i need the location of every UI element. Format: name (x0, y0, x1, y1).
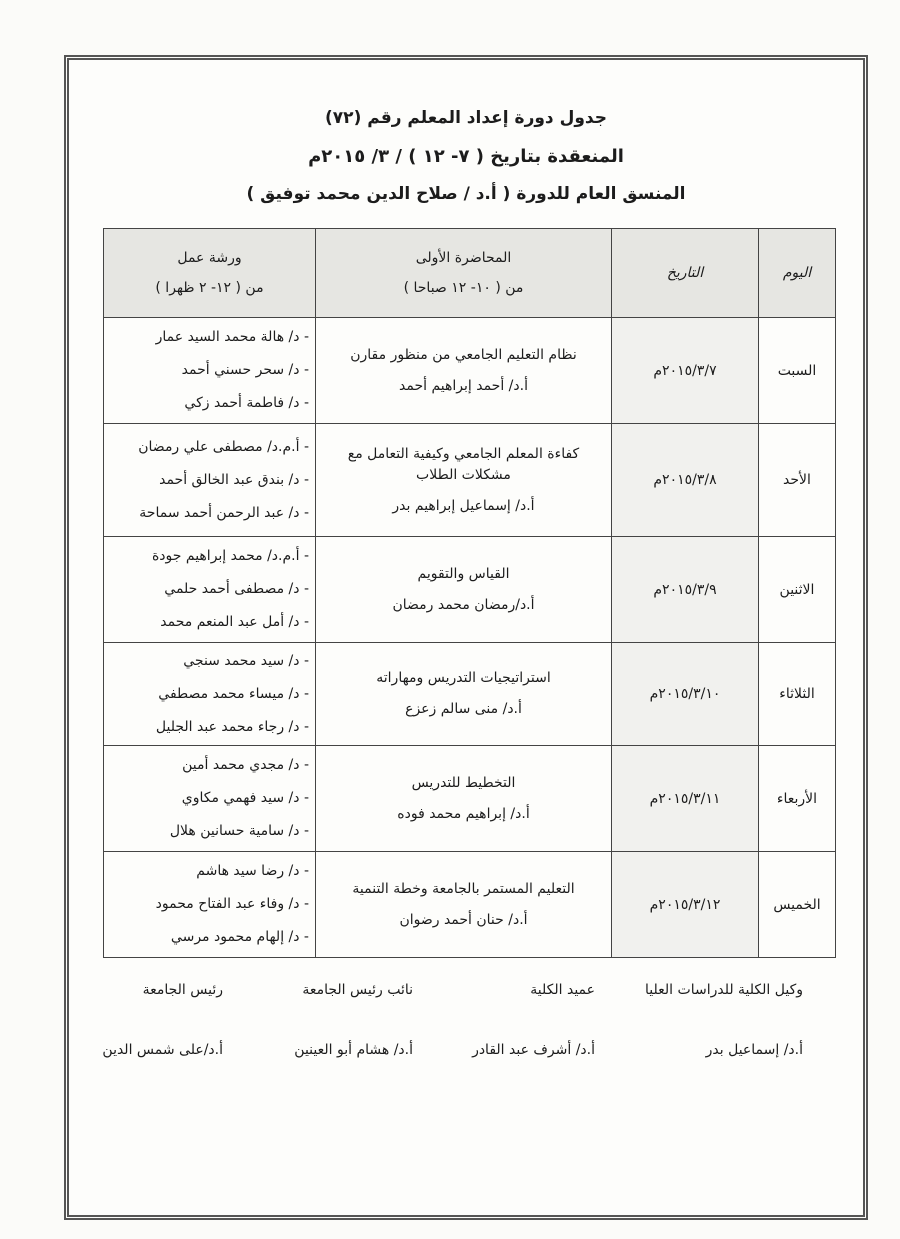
lecture-topic: القياس والتقويم (417, 565, 510, 582)
workshop-presenter: - د/ بندق عبد الخالق أحمد (159, 471, 309, 488)
signature-title: وكيل الكلية للدراسات العليا (645, 982, 803, 998)
table-row (104, 852, 836, 958)
schedule-table (103, 228, 836, 958)
lecture-topic: التخطيط للتدريس (411, 774, 516, 791)
row-day: الأحد (759, 424, 836, 537)
table-row (104, 643, 836, 746)
lecture-topic: كفاءة المعلم الجامعي وكيفية التعامل مع مشكلات الطلاب (347, 445, 580, 483)
lecturer-name: أ.د/ إبراهيم محمد فوده (397, 805, 530, 822)
column-header-date: التاريخ (612, 229, 759, 318)
row-day: الثلاثاء (759, 643, 836, 746)
workshop-presenter: - د/ إلهام محمود مرسي (170, 929, 309, 945)
workshop-presenter: - أ.م.د/ محمد إبراهيم جودة (151, 548, 309, 564)
workshop-presenter: - د/ سحر حسني أحمد (181, 362, 309, 378)
workshop-presenter: - د/ مجدي محمد أمين (182, 757, 309, 773)
workshop-header-time: من ( ١٢- ٢ ظهرا ) (155, 280, 264, 296)
lecture-topic: نظام التعليم الجامعي من منظور مقارن (350, 346, 577, 363)
row-day: الأربعاء (759, 746, 836, 852)
column-header-workshop (104, 229, 316, 318)
workshop-presenter: - د/ مصطفى أحمد حلمي (164, 581, 309, 597)
workshop-presenter: - د/ سيد فهمي مكاوي (181, 790, 309, 806)
workshop-presenter: - د/ هالة محمد السيد عمار (155, 329, 309, 345)
signature-title: نائب رئيس الجامعة (302, 982, 413, 998)
row-lecture (316, 746, 612, 852)
column-header-day: اليوم (759, 229, 836, 318)
row-lecture (316, 424, 612, 537)
column-header-lecture (316, 229, 612, 318)
row-lecture (316, 852, 612, 958)
workshop-presenter: - د/ وفاء عبد الفتاح محمود (155, 896, 309, 912)
signature-title: رئيس الجامعة (142, 982, 223, 998)
workshop-presenter: - د/ سيد محمد سنجي (183, 652, 309, 669)
row-workshop (104, 424, 316, 537)
workshop-presenter: - د/ ميساء محمد مصطفي (158, 685, 309, 702)
row-workshop (104, 852, 316, 958)
row-date: ٢٠١٥/٣/٩م (612, 537, 759, 643)
row-date: ٢٠١٥/٣/١٠م (612, 643, 759, 746)
schedule-title: جدول دورة إعداد المعلم رقم (٧٢) (325, 108, 607, 128)
row-workshop (104, 537, 316, 643)
signatory-name: أ.د/ هشام أبو العينين (294, 1042, 413, 1058)
lecturer-name: أ.د/ أحمد إبراهيم أحمد (399, 377, 528, 394)
row-lecture (316, 318, 612, 424)
table-row (104, 537, 836, 643)
table-row (104, 318, 836, 424)
workshop-presenter: - د/ رضا سيد هاشم (196, 863, 309, 879)
workshop-presenter: - د/ أمل عبد المنعم محمد (160, 614, 309, 630)
row-lecture (316, 643, 612, 746)
row-day: الاثنين (759, 537, 836, 643)
lecture-header-title: المحاضرة الأولى (415, 250, 512, 266)
row-workshop (104, 643, 316, 746)
row-workshop (104, 318, 316, 424)
workshop-header-title: ورشة عمل (177, 250, 242, 266)
lecturer-name: أ.د/ منى سالم زعزع (405, 701, 522, 717)
document-frame (64, 55, 868, 1220)
workshop-presenter: - أ.م.د/ مصطفى علي رمضان (138, 438, 309, 455)
lecture-header-time: من ( ١٠- ١٢ صباحا ) (403, 280, 524, 296)
lecturer-name: أ.د/ إسماعيل إبراهيم بدر (392, 497, 535, 514)
row-date: ٢٠١٥/٣/٧م (612, 318, 759, 424)
lecturer-name: أ.د/ حنان أحمد رضوان (399, 911, 528, 928)
workshop-presenter: - د/ فاطمة أحمد زكي (184, 395, 309, 411)
signatory-name: أ.د/ أشرف عبد القادر (472, 1042, 595, 1058)
course-dates: المنعقدة بتاريخ ( ٧- ١٢ ) / ٣/ ٢٠١٥م (308, 146, 624, 167)
workshop-presenter: - د/ عبد الرحمن أحمد سماحة (139, 504, 309, 521)
row-lecture (316, 537, 612, 643)
course-coordinator: المنسق العام للدورة ( أ.د / صلاح الدين محمد توفيق ) (246, 184, 686, 204)
lecture-topic: التعليم المستمر بالجامعة وخطة التنمية (352, 880, 575, 897)
row-workshop (104, 746, 316, 852)
workshop-presenter: - د/ سامية حسانين هلال (169, 823, 309, 839)
lecture-topic: استراتيجيات التدريس ومهاراته (376, 670, 551, 686)
signatory-name: أ.د/على شمس الدين (102, 1042, 223, 1058)
workshop-presenter: - د/ رجاء محمد عبد الجليل (155, 718, 309, 735)
row-day: الخميس (759, 852, 836, 958)
table-header-row (104, 229, 836, 318)
signatory-name: أ.د/ إسماعيل بدر (705, 1042, 803, 1058)
row-date: ٢٠١٥/٣/٨م (612, 424, 759, 537)
row-date: ٢٠١٥/٣/١١م (612, 746, 759, 852)
lecturer-name: أ.د/رمضان محمد رمضان (392, 596, 535, 613)
table-row (104, 424, 836, 537)
row-date: ٢٠١٥/٣/١٢م (612, 852, 759, 958)
row-day: السبت (759, 318, 836, 424)
signature-title: عميد الكلية (530, 982, 595, 998)
table-row (104, 746, 836, 852)
